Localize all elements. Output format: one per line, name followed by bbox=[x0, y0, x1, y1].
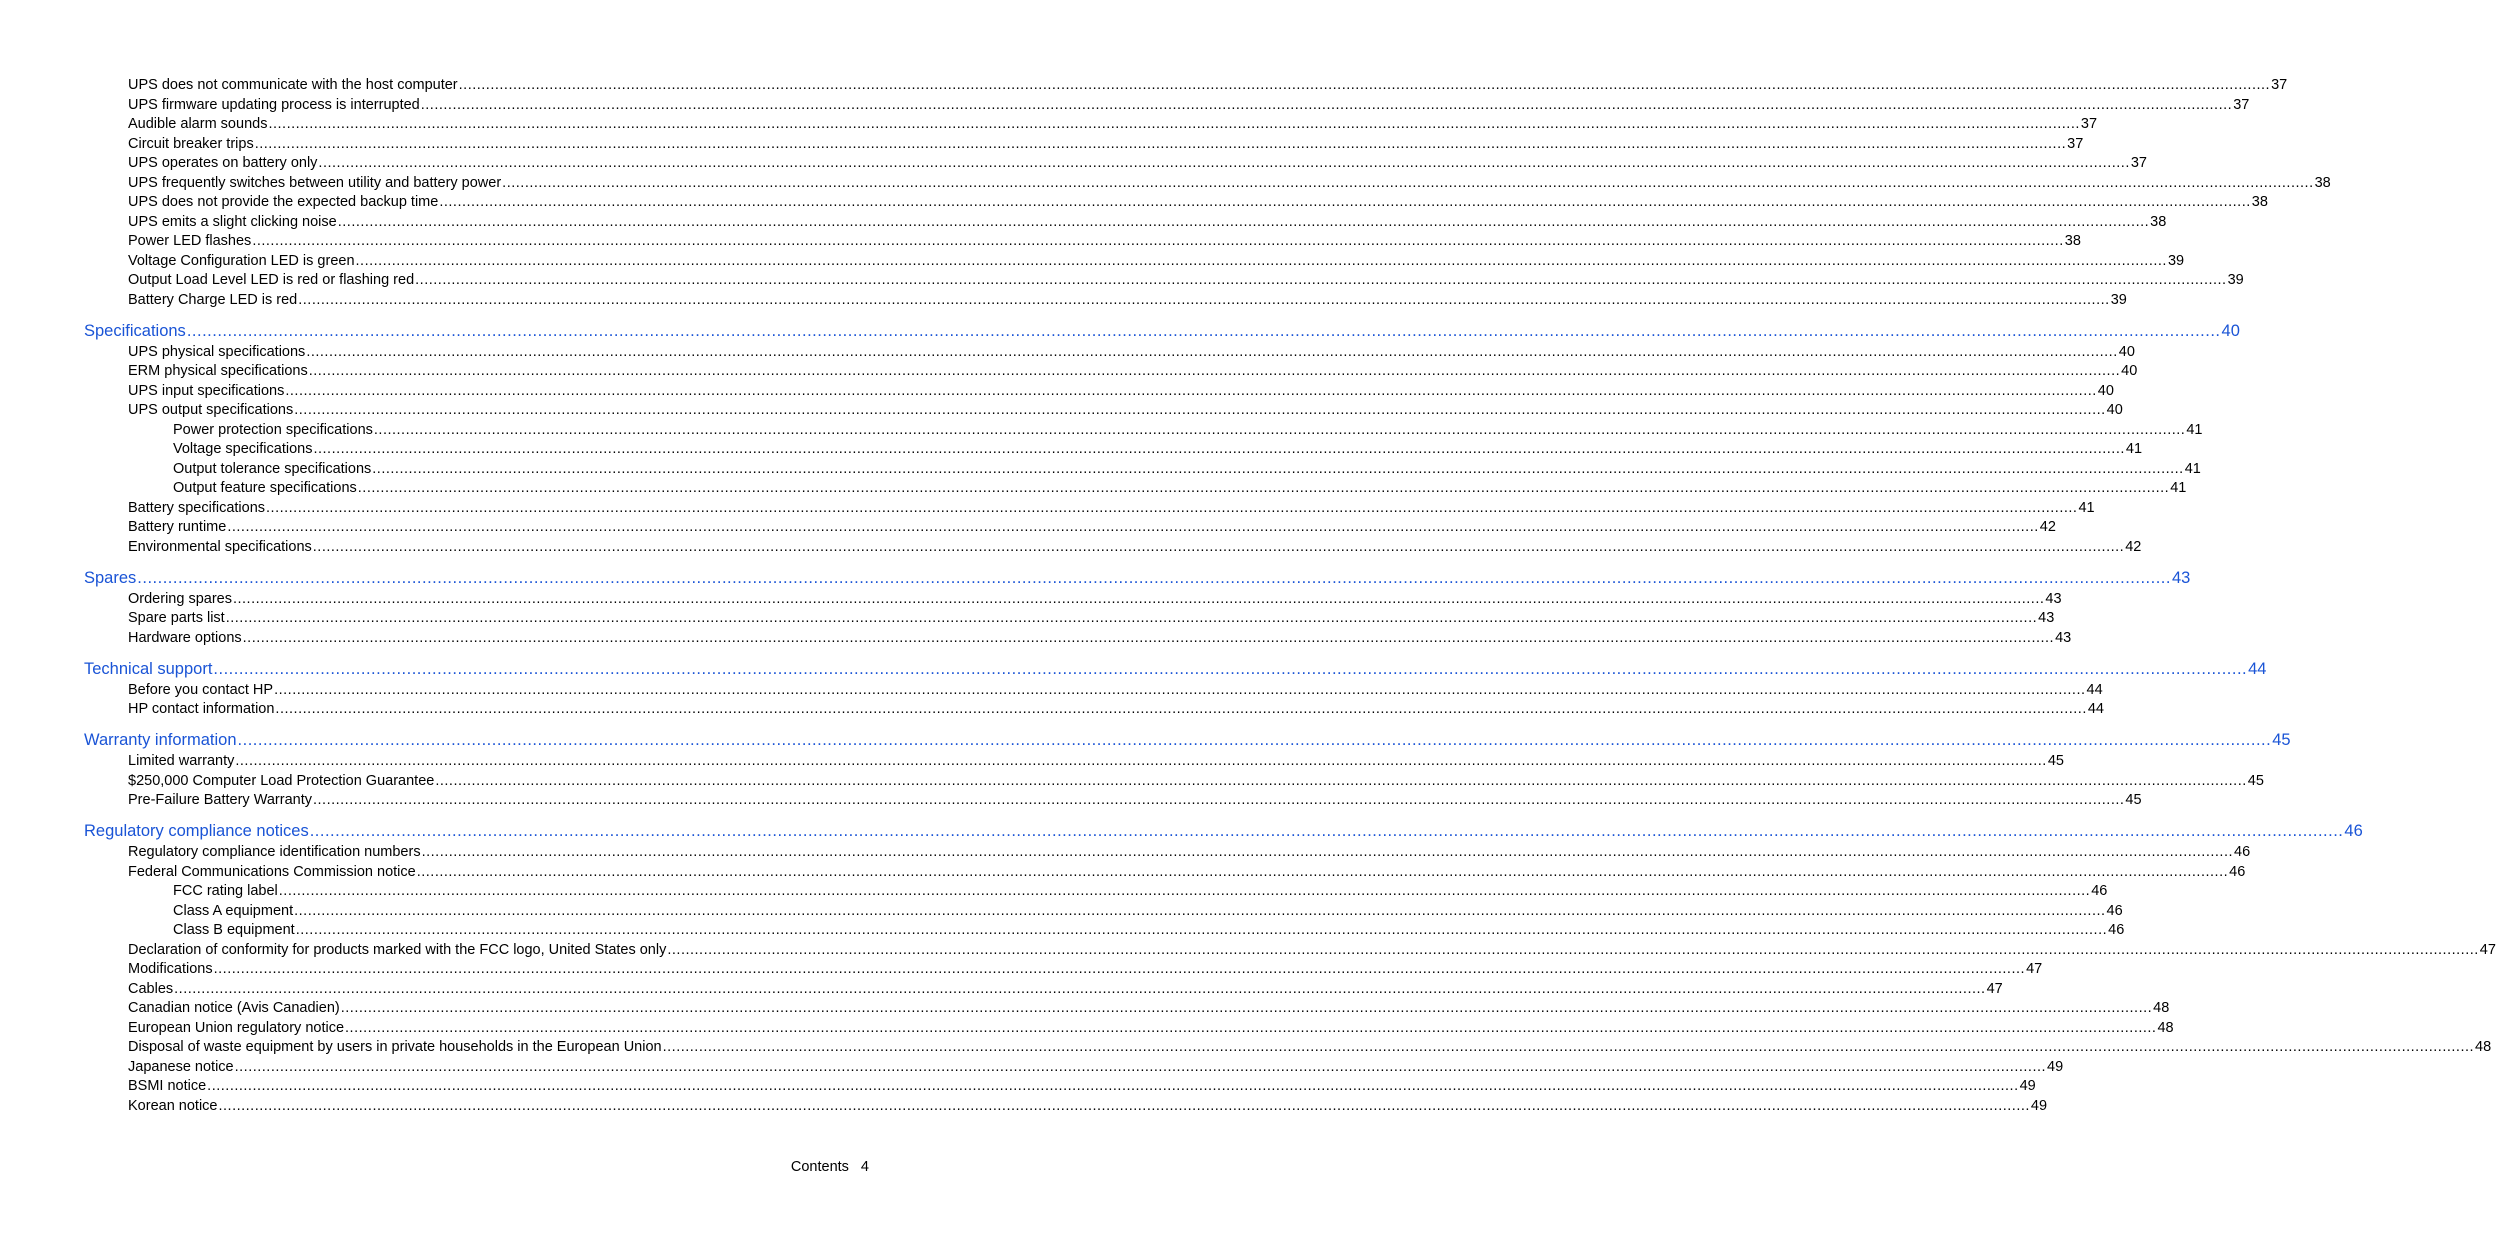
toc-entry-title: UPS operates on battery only bbox=[128, 155, 318, 171]
toc-entry-page: 45 bbox=[2047, 753, 2064, 769]
toc-entry-page: 37 bbox=[2080, 116, 2098, 132]
toc-entry-page: 38 bbox=[2314, 174, 2331, 191]
toc-section-link[interactable] bbox=[84, 730, 2291, 751]
toc-entry-title: Power protection specifications bbox=[173, 421, 373, 438]
toc-entry-link[interactable] bbox=[128, 193, 2268, 212]
toc-entry-link[interactable] bbox=[128, 382, 2114, 401]
toc-entry-title: Audible alarm sounds bbox=[128, 116, 268, 132]
toc-entry-title: UPS firmware updating process is interrupted bbox=[128, 96, 420, 113]
toc-entry-page: 42 bbox=[2125, 538, 2142, 555]
toc-entry-page: 38 bbox=[2064, 233, 2081, 249]
toc-entry-link[interactable] bbox=[128, 791, 2142, 810]
toc-dot-leader: ................................................................................................................................................................................................................................................................................................................................................................................................................ bbox=[232, 590, 2045, 607]
toc-entry-page: 48 bbox=[2153, 1000, 2170, 1016]
toc-dot-leader: ................................................................................................................................................................................................................................................................................................................................................................................................................ bbox=[667, 941, 2479, 958]
toc-entry-page: 47 bbox=[2026, 961, 2043, 977]
toc-dot-leader: ................................................................................................................................................................................................................................................................................................................................................................................................................ bbox=[309, 822, 2344, 840]
toc-entry-title: UPS input specifications bbox=[128, 382, 285, 399]
toc-section-link[interactable] bbox=[84, 568, 2191, 589]
toc-entry-link[interactable] bbox=[128, 1077, 2036, 1096]
toc-section-link[interactable] bbox=[84, 321, 2240, 342]
toc-dot-leader: ................................................................................................................................................................................................................................................................................................................................................................................................................ bbox=[318, 155, 2130, 171]
toc-entry-page: 48 bbox=[2157, 1019, 2174, 1036]
toc-entry-page: 46 bbox=[2234, 844, 2251, 860]
toc-entry-title: Disposal of waste equipment by users in private households in the European Union bbox=[128, 1039, 662, 1055]
toc-entry-link[interactable] bbox=[128, 271, 2244, 290]
toc-entry-title: BSMI notice bbox=[128, 1078, 207, 1094]
toc-entry-title: Warranty information bbox=[84, 731, 237, 749]
toc-entry-title: Japanese notice bbox=[128, 1058, 234, 1075]
toc-dot-leader: ................................................................................................................................................................................................................................................................................................................................................................................................................ bbox=[345, 1019, 2157, 1036]
toc-dot-leader: ................................................................................................................................................................................................................................................................................................................................................................................................................ bbox=[234, 1058, 2047, 1075]
toc-entry-title: UPS does not provide the expected backup time bbox=[128, 194, 439, 210]
toc-entry-link[interactable] bbox=[128, 96, 2250, 115]
toc-entry-link[interactable] bbox=[128, 401, 2123, 420]
toc-entry-title: Battery specifications bbox=[128, 499, 266, 516]
toc-dot-leader: ................................................................................................................................................................................................................................................................................................................................................................................................................ bbox=[420, 96, 2233, 113]
toc-dot-leader: ................................................................................................................................................................................................................................................................................................................................................................................................................ bbox=[268, 116, 2080, 132]
toc-entry-title: Technical support bbox=[84, 659, 213, 678]
toc-entry-link[interactable] bbox=[173, 421, 2203, 440]
toc-entry-link[interactable] bbox=[128, 538, 2142, 557]
toc-entry-link[interactable] bbox=[128, 135, 2084, 154]
toc-entry-title: Cables bbox=[128, 980, 174, 997]
toc-entry-link[interactable] bbox=[128, 1019, 2174, 1038]
toc-entry-title: UPS physical specifications bbox=[128, 343, 306, 360]
toc-dot-leader: ................................................................................................................................................................................................................................................................................................................................................................................................................ bbox=[207, 1078, 2019, 1094]
toc-dot-leader: ................................................................................................................................................................................................................................................................................................................................................................................................................ bbox=[372, 460, 2184, 477]
toc-entry-page: 38 bbox=[2251, 194, 2268, 210]
toc-entry-page: 39 bbox=[2167, 252, 2185, 269]
toc-entry-page: 40 bbox=[2118, 343, 2135, 360]
toc-dot-leader: ................................................................................................................................................................................................................................................................................................................................................................................................................ bbox=[340, 1000, 2153, 1016]
toc-dot-leader: ................................................................................................................................................................................................................................................................................................................................................................................................................ bbox=[225, 610, 2038, 626]
toc-entry-title: Class A equipment bbox=[173, 902, 294, 919]
toc-entry-link[interactable] bbox=[128, 499, 2095, 518]
toc-entry-title: UPS does not communicate with the host computer bbox=[128, 77, 458, 93]
toc-entry-link[interactable] bbox=[128, 518, 2056, 537]
toc-entry-title: Specifications bbox=[84, 321, 186, 340]
toc-entry-link[interactable] bbox=[128, 772, 2264, 791]
toc-entry-link[interactable] bbox=[173, 440, 2143, 459]
toc-entry-page: 37 bbox=[2067, 135, 2084, 152]
toc-entry-link[interactable] bbox=[173, 921, 2125, 940]
toc-entry-page: 38 bbox=[2150, 213, 2167, 230]
toc-dot-leader: ................................................................................................................................................................................................................................................................................................................................................................................................................ bbox=[415, 272, 2227, 288]
toc-entry-link[interactable] bbox=[128, 252, 2185, 271]
toc-dot-leader: ................................................................................................................................................................................................................................................................................................................................................................................................................ bbox=[252, 233, 2064, 249]
toc-entry-title: UPS emits a slight clicking noise bbox=[128, 213, 337, 230]
toc-dot-leader: ................................................................................................................................................................................................................................................................................................................................................................................................................ bbox=[237, 731, 2272, 749]
toc-entry-page: 45 bbox=[2247, 772, 2264, 789]
toc-entry-title: Ordering spares bbox=[128, 590, 232, 607]
toc-dot-leader: ................................................................................................................................................................................................................................................................................................................................................................................................................ bbox=[421, 844, 2234, 860]
toc-dot-leader: ................................................................................................................................................................................................................................................................................................................................................................................................................ bbox=[275, 701, 2087, 717]
toc-dot-leader: ................................................................................................................................................................................................................................................................................................................................................................................................................ bbox=[213, 659, 2248, 678]
toc-dot-leader: ................................................................................................................................................................................................................................................................................................................................................................................................................ bbox=[278, 883, 2091, 899]
toc-entry-link[interactable] bbox=[128, 1097, 2048, 1116]
toc-entry-title: UPS frequently switches between utility and battery power bbox=[128, 174, 502, 191]
toc-entry-page: 45 bbox=[2125, 792, 2142, 808]
toc-entry-title: Voltage specifications bbox=[173, 441, 313, 457]
toc-entry-link[interactable] bbox=[173, 902, 2123, 921]
toc-entry-title: Environmental specifications bbox=[128, 538, 312, 555]
toc-dot-leader: ................................................................................................................................................................................................................................................................................................................................................................................................................ bbox=[213, 961, 2026, 977]
toc-entry-page: 40 bbox=[2121, 363, 2138, 379]
toc-entry-link[interactable] bbox=[128, 362, 2138, 381]
toc-entry-link[interactable] bbox=[128, 1058, 2064, 1077]
toc-entry-link[interactable] bbox=[128, 154, 2147, 173]
toc-entry-title: Battery Charge LED is red bbox=[128, 291, 298, 308]
toc-entry-page: 41 bbox=[2078, 499, 2095, 516]
toc-entry-page: 37 bbox=[2271, 77, 2288, 93]
toc-section-link[interactable] bbox=[84, 821, 2363, 842]
toc-entry-link[interactable] bbox=[128, 863, 2246, 882]
toc-dot-leader: ................................................................................................................................................................................................................................................................................................................................................................................................................ bbox=[312, 792, 2125, 808]
toc-entry-title: FCC rating label bbox=[173, 883, 278, 899]
toc-entry-link[interactable] bbox=[128, 629, 2072, 648]
toc-entry-title: Regulatory compliance identification numbers bbox=[128, 844, 421, 860]
toc-entry-title: Output Load Level LED is red or flashing red bbox=[128, 272, 415, 288]
toc-dot-leader: ................................................................................................................................................................................................................................................................................................................................................................................................................ bbox=[218, 1097, 2030, 1114]
toc-entry-page: 47 bbox=[1986, 980, 2003, 997]
toc-dot-leader: ................................................................................................................................................................................................................................................................................................................................................................................................................ bbox=[355, 252, 2167, 269]
toc-entry-page: 46 bbox=[2229, 863, 2246, 880]
toc-entry-link[interactable] bbox=[128, 115, 2098, 134]
toc-entry-link[interactable] bbox=[128, 941, 2496, 960]
toc-entry-page: 43 bbox=[2038, 610, 2055, 626]
toc-dot-leader: ................................................................................................................................................................................................................................................................................................................................................................................................................ bbox=[295, 922, 2108, 938]
toc-entry-title: Output tolerance specifications bbox=[173, 460, 372, 477]
toc-entry-title: UPS output specifications bbox=[128, 402, 294, 418]
toc-entry-title: Voltage Configuration LED is green bbox=[128, 252, 355, 269]
toc-section-link[interactable] bbox=[84, 659, 2267, 680]
toc-entry-page: 44 bbox=[2087, 701, 2104, 717]
toc-entry-title: Battery runtime bbox=[128, 519, 227, 535]
toc-entry-page: 41 bbox=[2186, 421, 2203, 438]
toc-entry-title: Korean notice bbox=[128, 1097, 218, 1114]
toc-entry-title: Limited warranty bbox=[128, 753, 235, 769]
toc-entry-link[interactable] bbox=[128, 343, 2135, 362]
toc-dot-leader: ................................................................................................................................................................................................................................................................................................................................................................................................................ bbox=[242, 629, 2055, 646]
toc-dot-leader: ................................................................................................................................................................................................................................................................................................................................................................................................................ bbox=[254, 135, 2067, 152]
toc-entry-page: 46 bbox=[2344, 822, 2363, 840]
toc-entry-link[interactable] bbox=[128, 174, 2331, 193]
toc-entry-title: Federal Communications Commission notice bbox=[128, 863, 416, 880]
toc-entry-title: Modifications bbox=[128, 961, 213, 977]
toc-dot-leader: ................................................................................................................................................................................................................................................................................................................................................................................................................ bbox=[294, 402, 2106, 418]
toc-dot-leader: ................................................................................................................................................................................................................................................................................................................................................................................................................ bbox=[337, 213, 2150, 230]
toc-entry-page: 39 bbox=[2110, 291, 2127, 308]
toc-entry-page: 40 bbox=[2106, 402, 2123, 418]
toc-entry-title: Power LED flashes bbox=[128, 233, 252, 249]
toc-entry-link[interactable] bbox=[128, 291, 2127, 310]
toc-entry-title: Spare parts list bbox=[128, 610, 225, 626]
toc-entry-link[interactable] bbox=[173, 479, 2187, 498]
toc-dot-leader: ................................................................................................................................................................................................................................................................................................................................................................................................................ bbox=[174, 980, 1986, 997]
toc-entry-page: 41 bbox=[2125, 441, 2143, 457]
toc-entry-page: 43 bbox=[2055, 629, 2072, 646]
toc-entry-page: 46 bbox=[2108, 922, 2125, 938]
toc-entry-title: Output feature specifications bbox=[173, 480, 357, 496]
toc-entry-page: 41 bbox=[2184, 460, 2201, 477]
toc-entry-link[interactable] bbox=[128, 980, 2003, 999]
toc-entry-link[interactable] bbox=[128, 590, 2062, 609]
toc-entry-link[interactable] bbox=[128, 752, 2064, 771]
toc-entry-title: Before you contact HP bbox=[128, 681, 274, 698]
toc-entry-title: Pre-Failure Battery Warranty bbox=[128, 792, 312, 808]
toc-entry-link[interactable] bbox=[173, 882, 2108, 901]
toc-dot-leader: ................................................................................................................................................................................................................................................................................................................................................................................................................ bbox=[137, 568, 2171, 587]
toc-dot-leader: ................................................................................................................................................................................................................................................................................................................................................................................................................ bbox=[435, 772, 2247, 789]
toc-dot-leader: ................................................................................................................................................................................................................................................................................................................................................................................................................ bbox=[357, 480, 2170, 496]
toc-entry-page: 43 bbox=[2171, 568, 2191, 587]
toc-dot-leader: ................................................................................................................................................................................................................................................................................................................................................................................................................ bbox=[312, 538, 2125, 555]
toc-entry-page: 40 bbox=[2221, 321, 2240, 340]
toc-dot-leader: ................................................................................................................................................................................................................................................................................................................................................................................................................ bbox=[227, 519, 2039, 535]
toc-entry-title: ERM physical specifications bbox=[128, 363, 308, 379]
toc-dot-leader: ................................................................................................................................................................................................................................................................................................................................................................................................................ bbox=[306, 343, 2118, 360]
toc-dot-leader: ................................................................................................................................................................................................................................................................................................................................................................................................................ bbox=[294, 902, 2106, 919]
toc-entry-link[interactable] bbox=[173, 460, 2201, 479]
toc-dot-leader: ................................................................................................................................................................................................................................................................................................................................................................................................................ bbox=[416, 863, 2229, 880]
toc-entry-link[interactable] bbox=[128, 1038, 2492, 1057]
toc-dot-leader: ................................................................................................................................................................................................................................................................................................................................................................................................................ bbox=[662, 1039, 2475, 1055]
toc-entry-title: Class B equipment bbox=[173, 922, 295, 938]
toc-entry-page: 46 bbox=[2106, 902, 2123, 919]
toc-entry-link[interactable] bbox=[128, 213, 2167, 232]
toc-entry-page: 37 bbox=[2130, 155, 2147, 171]
toc-entry-page: 44 bbox=[2086, 681, 2103, 698]
toc-entry-link[interactable] bbox=[128, 609, 2055, 628]
toc-entry-page: 45 bbox=[2272, 731, 2291, 749]
toc-entry-page: 44 bbox=[2248, 659, 2267, 678]
toc-dot-leader: ................................................................................................................................................................................................................................................................................................................................................................................................................ bbox=[439, 194, 2251, 210]
toc-entry-title: Canadian notice (Avis Canadien) bbox=[128, 1000, 340, 1016]
toc-dot-leader: ................................................................................................................................................................................................................................................................................................................................................................................................................ bbox=[186, 321, 2221, 340]
toc-entry-page: 48 bbox=[2475, 1039, 2492, 1055]
toc-entry-link[interactable] bbox=[128, 76, 2288, 95]
toc-entry-title: Hardware options bbox=[128, 629, 242, 646]
toc-entry-page: 40 bbox=[2097, 382, 2114, 399]
toc-dot-leader: ................................................................................................................................................................................................................................................................................................................................................................................................................ bbox=[313, 441, 2125, 457]
toc-entry-title: HP contact information bbox=[128, 701, 275, 717]
toc-entry-page: 43 bbox=[2045, 590, 2062, 607]
toc-entry-title: Regulatory compliance notices bbox=[84, 822, 309, 840]
toc-entry-page: 42 bbox=[2039, 519, 2056, 535]
toc-entry-page: 46 bbox=[2091, 883, 2108, 899]
toc-entry-link[interactable] bbox=[128, 681, 2103, 700]
toc-entry-page: 41 bbox=[2170, 480, 2187, 496]
toc-entry-page: 47 bbox=[2479, 941, 2496, 958]
toc-entry-title: Circuit breaker trips bbox=[128, 135, 254, 152]
toc-entry-title: Spares bbox=[84, 568, 137, 587]
toc-dot-leader: ................................................................................................................................................................................................................................................................................................................................................................................................................ bbox=[235, 753, 2047, 769]
footer-page-number: 4 bbox=[860, 1159, 869, 1175]
toc-dot-leader: ................................................................................................................................................................................................................................................................................................................................................................................................................ bbox=[298, 291, 2110, 308]
toc-dot-leader: ................................................................................................................................................................................................................................................................................................................................................................................................................ bbox=[308, 363, 2121, 379]
toc-entry-page: 49 bbox=[2019, 1078, 2036, 1094]
toc-entry-link[interactable] bbox=[128, 999, 2170, 1018]
toc-dot-leader: ................................................................................................................................................................................................................................................................................................................................................................................................................ bbox=[266, 499, 2078, 516]
toc-entry-title: Declaration of conformity for products marked with the FCC logo, United States only bbox=[128, 941, 667, 958]
toc-entry-link[interactable] bbox=[128, 960, 2043, 979]
toc-entry-link[interactable] bbox=[128, 700, 2104, 719]
toc-entry-page: 37 bbox=[2233, 96, 2250, 113]
toc-entry-page: 49 bbox=[2030, 1097, 2048, 1114]
toc-dot-leader: ................................................................................................................................................................................................................................................................................................................................................................................................................ bbox=[458, 77, 2271, 93]
toc-dot-leader: ................................................................................................................................................................................................................................................................................................................................................................................................................ bbox=[373, 421, 2186, 438]
page-footer bbox=[780, 1159, 869, 1175]
footer-label: Contents bbox=[790, 1159, 849, 1175]
toc-dot-leader: ................................................................................................................................................................................................................................................................................................................................................................................................................ bbox=[502, 174, 2314, 191]
toc-entry-link[interactable] bbox=[128, 843, 2251, 862]
toc-entry-page: 39 bbox=[2227, 272, 2244, 288]
toc-entry-title: $250,000 Computer Load Protection Guarantee bbox=[128, 772, 435, 789]
toc-entry-title: European Union regulatory notice bbox=[128, 1019, 345, 1036]
toc-entry-page: 49 bbox=[2047, 1058, 2064, 1075]
toc-dot-leader: ................................................................................................................................................................................................................................................................................................................................................................................................................ bbox=[274, 681, 2086, 698]
toc-entry-link[interactable] bbox=[128, 232, 2081, 251]
toc-dot-leader: ................................................................................................................................................................................................................................................................................................................................................................................................................ bbox=[285, 382, 2097, 399]
